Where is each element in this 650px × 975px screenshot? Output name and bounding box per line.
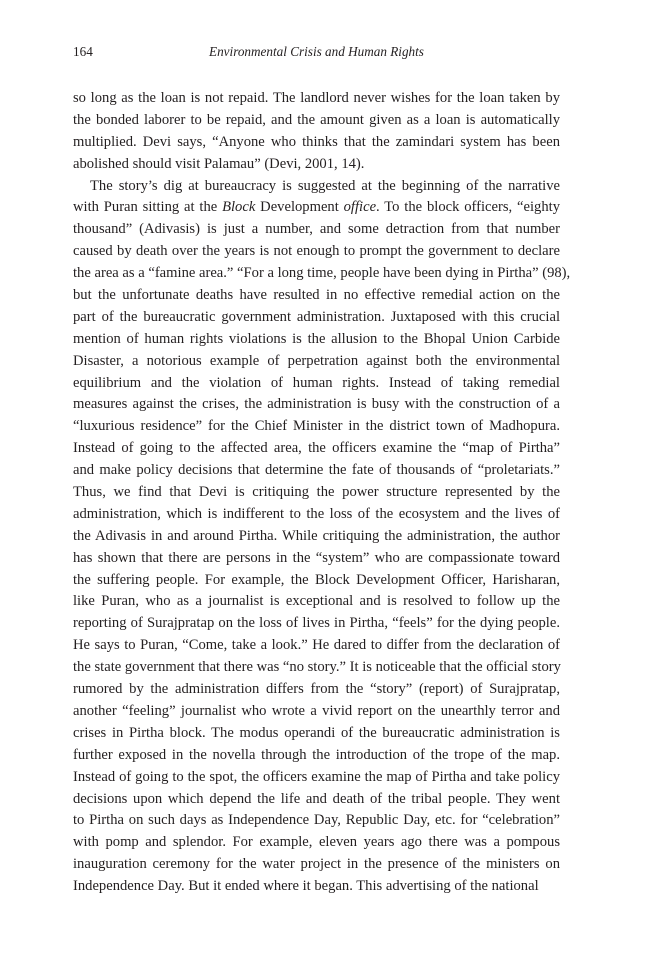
text-line: has shown that there are persons in the “system” who are compassionate toward [73,549,560,566]
text-line: Thus, we find that Devi is critiquing the power structure represented by the [73,484,560,501]
body-text [73,88,571,898]
italic-text: office [343,199,377,216]
text-line: “luxurious residence” for the Chief Minister in the district town of Madhopura. [73,418,560,435]
text-line: mention of human rights violations is the allusion to the Bhopal Union Carbide [73,330,560,347]
text-line: Disaster, a notorious example of perpetration against both the environmental [73,352,560,369]
text-line: but the unfortunate deaths have resulted in no effective remedial action on the [73,287,560,304]
text-line: inauguration ceremony for the water project in the presence of the ministers on [73,856,560,873]
text-line: caused by death over the years is not enough to prompt the government to declare [73,243,560,260]
text-line: The story’s dig at bureaucracy is suggested at the beginning of the narrative [90,177,560,194]
text-line: to Pirtha on such days as Independence Day, Republic Day, etc. for “celebration” [73,812,560,829]
text-line: measures against the crises, the administration is busy with the construction of a [73,396,560,413]
running-head: Environmental Crisis and Human Rights [209,44,424,59]
text-line: the suffering people. For example, the Block Development Officer, Harisharan, [73,571,560,588]
text-line: administration, which is indifferent to the loss of the ecosystem and the lives of [73,505,560,522]
text-line: Instead of going to the affected area, the officers examine the “map of Pirtha” [73,440,560,457]
text-line: reporting of Surajpratap on the loss of lives in Pirtha, “feels” for the dying people. [73,615,560,632]
paragraph [73,176,571,898]
text-line: with pomp and splendor. For example, eleven years ago there was a pompous [73,834,560,851]
text-line: thousand” (Adivasis) is just a number, and some detraction from that number [73,221,560,238]
text-line: Instead of going to the spot, the officers examine the map of Pirtha and take policy [73,768,560,785]
text-line: the area as a “famine area.” “For a long time, people have been dying in Pirtha” (98), [73,265,571,282]
text-line: decisions upon which depend the life and death of the tribal people. They went [73,790,560,807]
text-line: Independence Day. But it ended where it began. This advertising of the national [73,878,539,895]
text-line: the state government that there was “no story.” It is noticeable that the official story [73,659,561,676]
text-line: the bonded laborer to be repaid, and the amount given as a loan is automatically [73,111,560,128]
italic-text: Block [222,199,256,216]
text-line: rumored by the administration differs from the “story” (report) of Surajpratap, [73,681,560,698]
text-line: part of the bureaucratic government administration. Juxtaposed with this crucial [73,308,560,325]
text-line: abolished should visit Palamau” (Devi, 2001, 14). [73,155,365,172]
text-line: another “feeling” journalist who wrote a vivid report on the unearthly terror and [73,702,560,719]
text-line: He says to Puran, “Come, take a look.” He dared to differ from the declaration of [73,637,560,654]
page-header [73,44,560,64]
paragraph [73,88,560,176]
text-line: like Puran, who as a journalist is exceptional and is resolved to follow up the [73,593,560,610]
text-line: equilibrium and the violation of human rights. Instead of taking remedial [73,374,560,391]
text-line: multiplied. Devi says, “Anyone who thinks that the zamindari system has been [73,133,560,150]
text-line: so long as the loan is not repaid. The landlord never wishes for the loan taken by [73,90,560,106]
text-line: the Adivasis in and around Pirtha. While critiquing the administration, the author [73,527,560,544]
text-line: with Puran sitting at the Block Development office. To the block officers, “eighty [73,199,560,216]
page-number: 164 [73,44,93,59]
text-line: crises in Pirtha block. The modus operandi of the bureaucratic administration is [73,724,560,741]
text-line: and make policy decisions that determine the fate of thousands of “proletariats.” [73,462,560,479]
text-line: further exposed in the novella through the introduction of the trope of the map. [73,746,560,763]
